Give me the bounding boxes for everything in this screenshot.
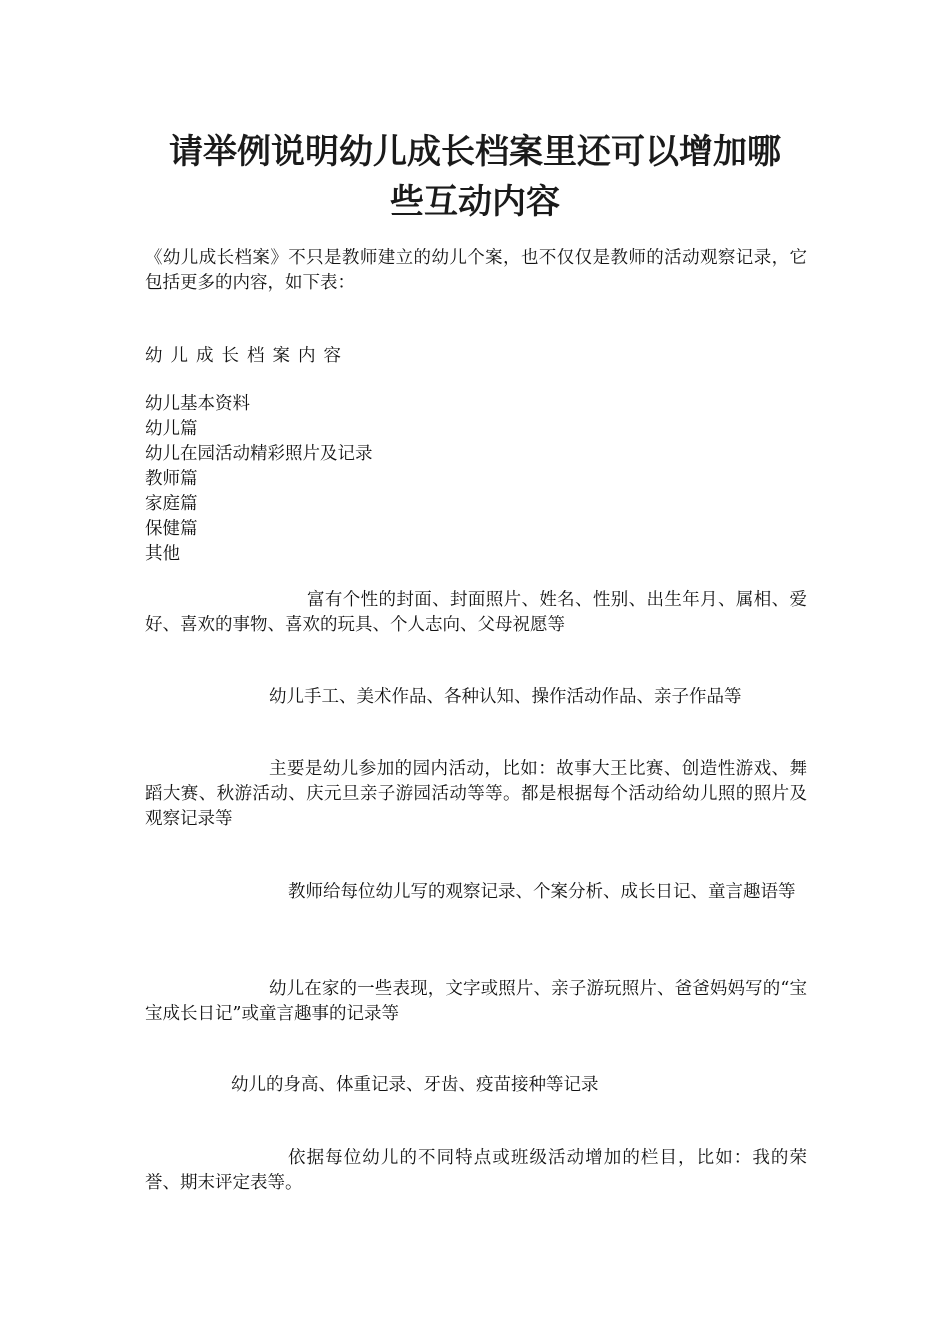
table-heading: 幼儿成长档案内容 — [145, 346, 349, 366]
description-teacher: 教师给每位幼儿写的观察记录、个案分析、成长日记、童言趣语等 — [288, 882, 796, 902]
document-title-line-2: 些互动内容 — [390, 182, 560, 222]
category-item-other: 其他 — [145, 544, 180, 564]
category-item-basic-info: 幼儿基本资料 — [145, 394, 250, 414]
intro-paragraph: 《幼儿成长档案》不只是教师建立的幼儿个案，也不仅仅是教师的活动观察记录，它包括更多的内容，如下表： — [145, 248, 807, 293]
description-basic-info: 富有个性的封面、封面照片、姓名、性别、出生年月、属相、爱好、喜欢的事物、喜欢的玩具、个人志向、父母祝愿等 — [145, 590, 807, 635]
category-item-activity-photos: 幼儿在园活动精彩照片及记录 — [145, 444, 373, 464]
category-item-child: 幼儿篇 — [145, 419, 198, 439]
category-list — [145, 392, 807, 567]
description-other: 依据每位幼儿的不同特点或班级活动增加的栏目，比如：我的荣誉、期末评定表等。 — [145, 1148, 807, 1193]
category-item-health: 保健篇 — [145, 519, 198, 539]
description-activity-photos: 主要是幼儿参加的园内活动，比如：故事大王比赛、创造性游戏、舞蹈大赛、秋游活动、庆元旦亲子游园活动等等。都是根据每个活动给幼儿照的照片及观察记录等 — [145, 759, 807, 829]
category-item-teacher: 教师篇 — [145, 469, 198, 489]
description-child: 幼儿手工、美术作品、各种认知、操作活动作品、亲子作品等 — [269, 687, 742, 707]
document-title-line-1: 请举例说明幼儿成长档案里还可以增加哪 — [169, 132, 781, 172]
category-item-family: 家庭篇 — [145, 494, 198, 514]
description-health: 幼儿的身高、体重记录、牙齿、疫苗接种等记录 — [231, 1075, 599, 1095]
description-family: 幼儿在家的一些表现，文字或照片、亲子游玩照片、爸爸妈妈写的“宝宝成长日记”或童言趣事的记录等 — [145, 979, 807, 1024]
